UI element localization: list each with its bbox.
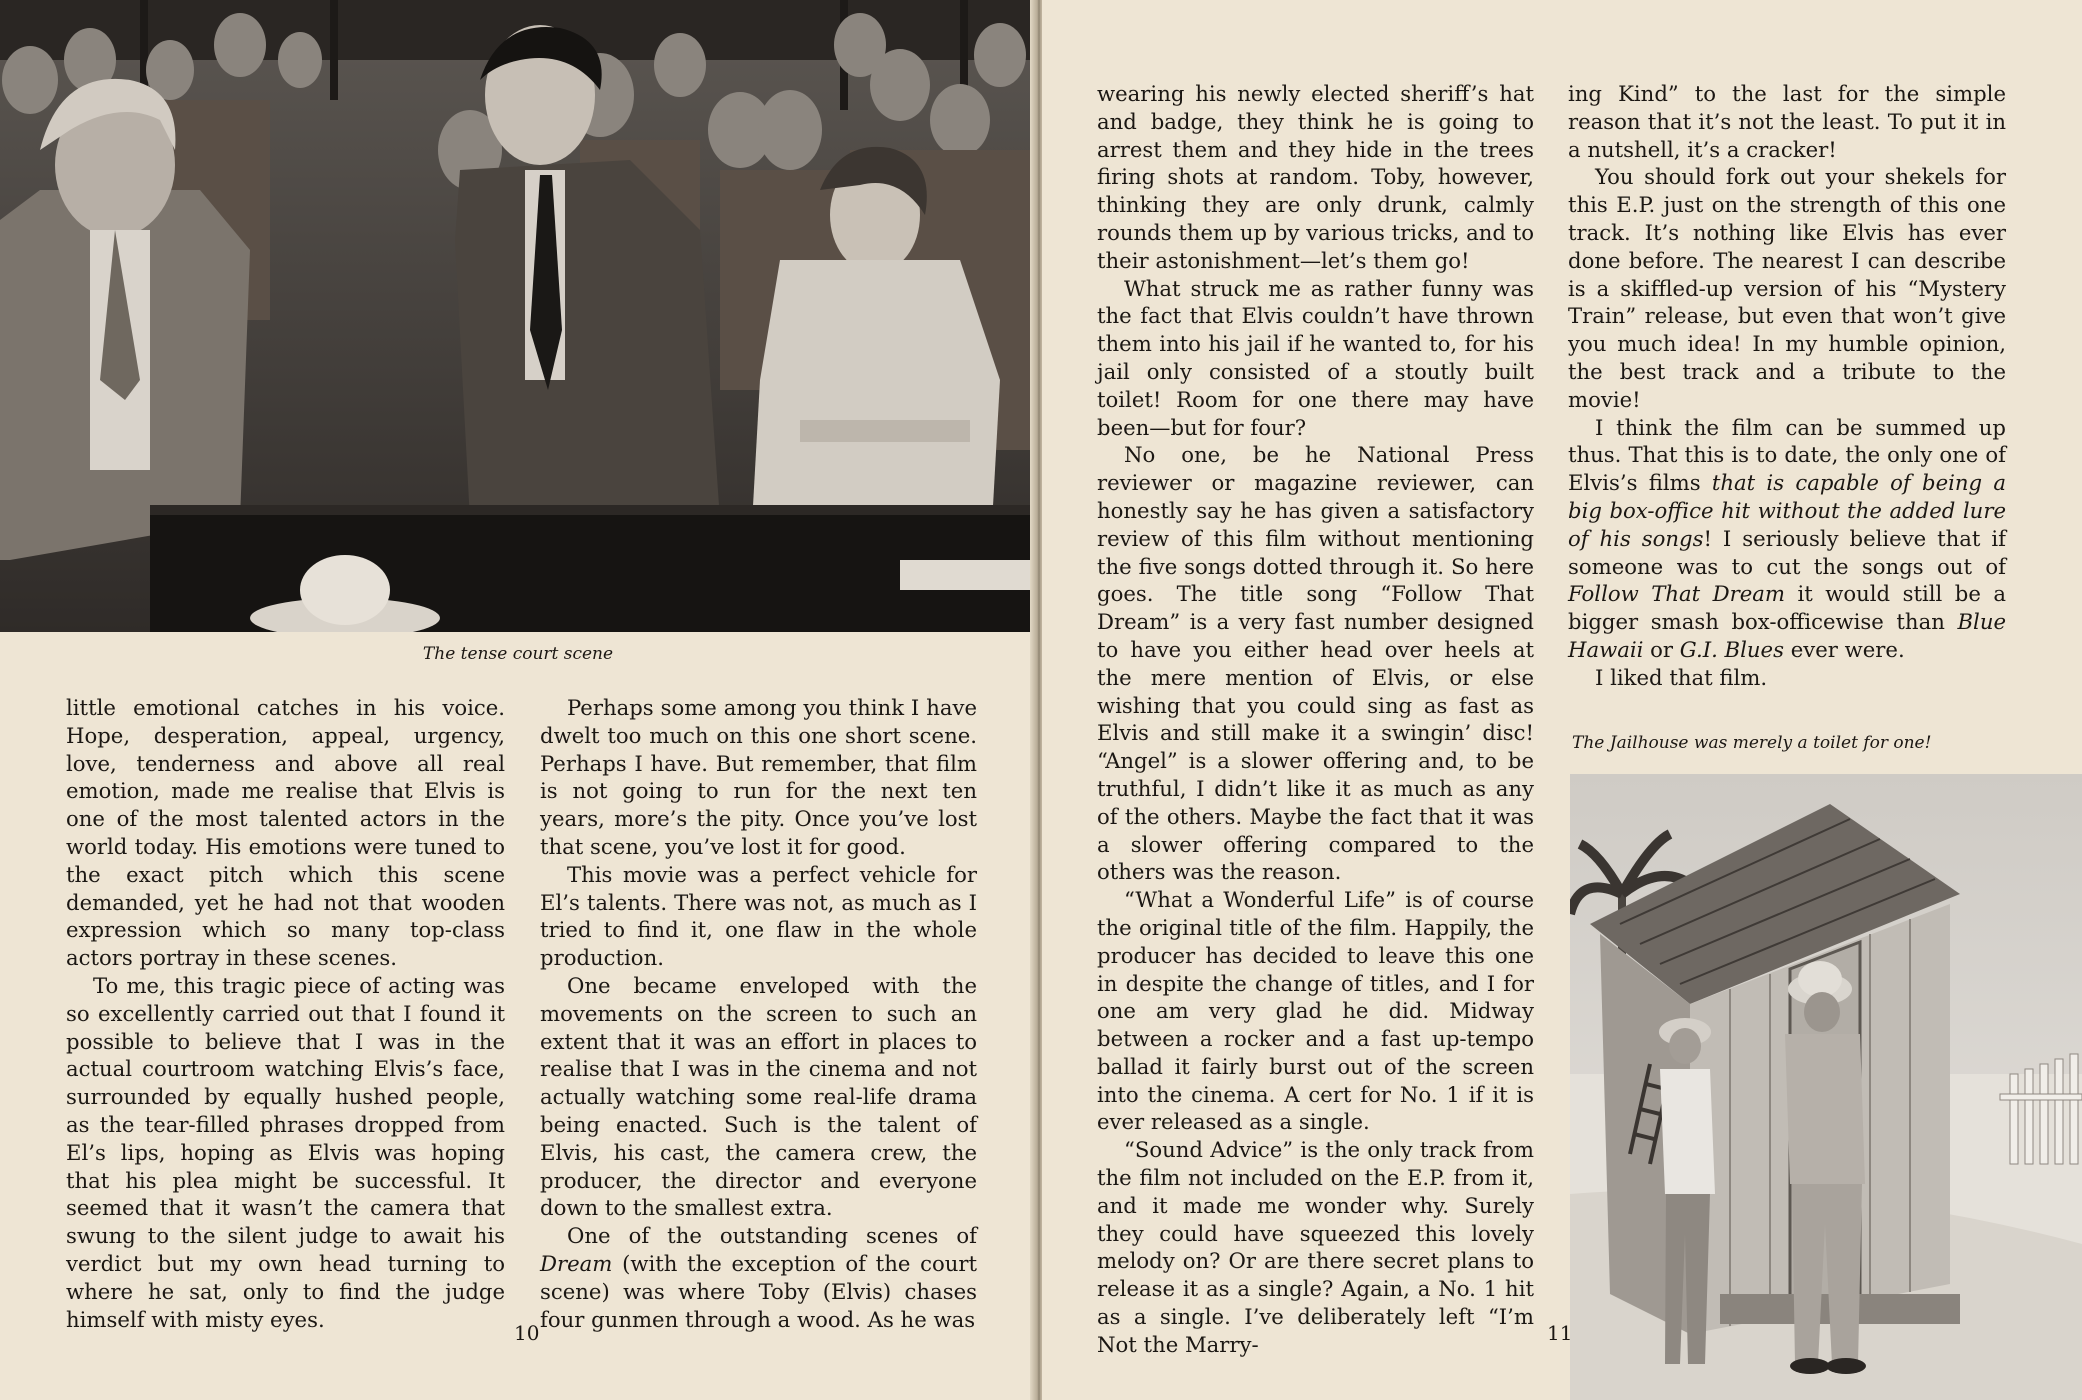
film-title: Dream (540, 1250, 613, 1276)
paragraph: You should fork out your shekels for this E.P. just on the strength of this one track. It’s nothing like Elvis has ever done before. The nearest I can describe is a skiffled-up version of his “Mystery Train” release, but even that won’t give you much idea! In my humble opinion, the best track and a tribute to the movie! (1568, 164, 2006, 412)
right-page (1042, 0, 2082, 1400)
film-title: Follow That Dream (1568, 581, 1785, 607)
film-title: Blue Hawaii (1568, 609, 2006, 662)
text-run: One of the outstanding scenes of (567, 1223, 977, 1249)
left-page (0, 0, 1036, 1400)
text-column-2 (1568, 80, 2006, 692)
paragraph: This movie was a perfect vehicle for El’s talents. There was not, as much as I tried to find it, one flaw in the whole production. (540, 861, 977, 971)
text-run: ever were. (1783, 636, 1905, 662)
text-column-1 (1097, 80, 1534, 1359)
paragraph: No one, be he National Press reviewer or magazine reviewer, can honestly say he has given a satisfactory review of this film without mentioning the five songs dotted through it. So here goes. The title song “Follow That Dream” is a very fast number designed to have you either head over heels at the mere mention of Elvis, or else wishing that you could sing as fast as Elvis and still make it a swingin’ disc! “Angel” is a slower offering and, to be truthful, I didn’t like it as much as any of the others. Maybe the fact that it was a slower offering compared to the others was the reason. (1097, 442, 1534, 885)
paragraph: “What a Wonderful Life” is of course the original title of the film. Happily, the producer has decided to leave this one in despite the change of titles, and I for one am very glad he did. Midway between a rocker and a fast up-tempo ballad it fairly burst out of the screen into the cinema. A cert for No. 1 if it is ever released as a single. (1097, 887, 1534, 1135)
paragraph: I liked that film. (1595, 664, 1768, 690)
text-run: or (1643, 636, 1680, 662)
paragraph: What struck me as rather funny was the fact that Elvis couldn’t have thrown them into his jail if he wanted to, for his jail only consisted of a stoutly built toilet! Room for one there may have been—but for four? (1097, 275, 1534, 440)
paragraph: “Sound Advice” is the only track from the film not included on the E.P. from it, and it made me wonder why. Surely they could have squeezed this lovely melody on? Or are there secret plans to release it as a single? Again, a No. 1 hit as a single. I’ve deliberately left “I’m Not the Marry- (1097, 1137, 1534, 1357)
court-scene-photo (0, 0, 1036, 632)
emphasis: that is capable of being a big box-office hit without the added lure of his songs (1568, 470, 2006, 551)
paragraph: To me, this tragic piece of acting was so excellently carried out that I found it possible to believe that I was in the actual courtroom watching Elvis’s face, surrounded by equally hushed people, as the tear-filled phrases dropped from El’s lips, hoping as Elvis was hoping that his plea might be successful. It seemed that it wasn’t the camera that swung to the silent judge to await his verdict but my own head turning to where he sat, only to find the judge himself with misty eyes. (66, 972, 505, 1332)
paragraph: little emotional catches in his voice. Hope, desperation, appeal, urgency, love, tenderness and above all real emotion, made me realise that Elvis is one of the most talented actors in the world today. His emotions were tuned to the exact pitch which this scene demanded, yet he had not that wooden expression which so many top-class actors portray in these scenes. (66, 695, 505, 971)
text-column-1 (66, 694, 505, 1333)
film-title: G.I. Blues (1679, 636, 1784, 662)
page-number: 10 (514, 1321, 540, 1345)
text-run: I think the film can be summed up thus. That this is to date, the only one of Elvis’s films (1568, 414, 2006, 496)
paragraph: ing Kind” to the last for the simple reason that it’s not the least. To put it in a nutshell, it’s a cracker! (1568, 81, 2006, 162)
paragraph: One became enveloped with the movements on the screen to such an extent that it was an effort in places to realise that I was in the cinema and not actually watching some real-life drama being enacted. Such is the talent of Elvis, his cast, the camera crew, the producer, the director and everyone down to the smallest extra. (540, 972, 977, 1221)
paragraph: wearing his newly elected sheriff’s hat and badge, they think he is going to arrest them and they hide in the trees firing shots at random. Toby, however, thinking they are only drunk, calmly rounds them up by various tricks, and to their astonishment—let’s them go! (1097, 81, 1534, 273)
paragraph (540, 1222, 977, 1333)
text-run: (with the exception of the court scene) was where Toby (Elvis) chases four gunmen through a wood. As he was (540, 1250, 977, 1332)
photo-caption: The tense court scene (422, 644, 614, 664)
paragraph: Perhaps some among you think I have dwelt too much on this one short scene. Perhaps I have. But remember, that film is not going to run for the next ten years, more’s the pity. Once you’ve lost that scene, you’ve lost it for good. (540, 695, 977, 859)
jailhouse-photo (1570, 774, 2082, 1400)
text-run: ! I seriously believe that if someone was to cut the songs out of (1568, 525, 2006, 579)
text-run: it would still be a bigger smash box-officewise than (1568, 581, 2006, 635)
photo-caption: The Jailhouse was merely a toilet for one! (1572, 733, 1932, 753)
page-number: 11 (1547, 1321, 1573, 1345)
paragraph (1568, 414, 2006, 664)
text-column-2 (540, 694, 977, 1333)
